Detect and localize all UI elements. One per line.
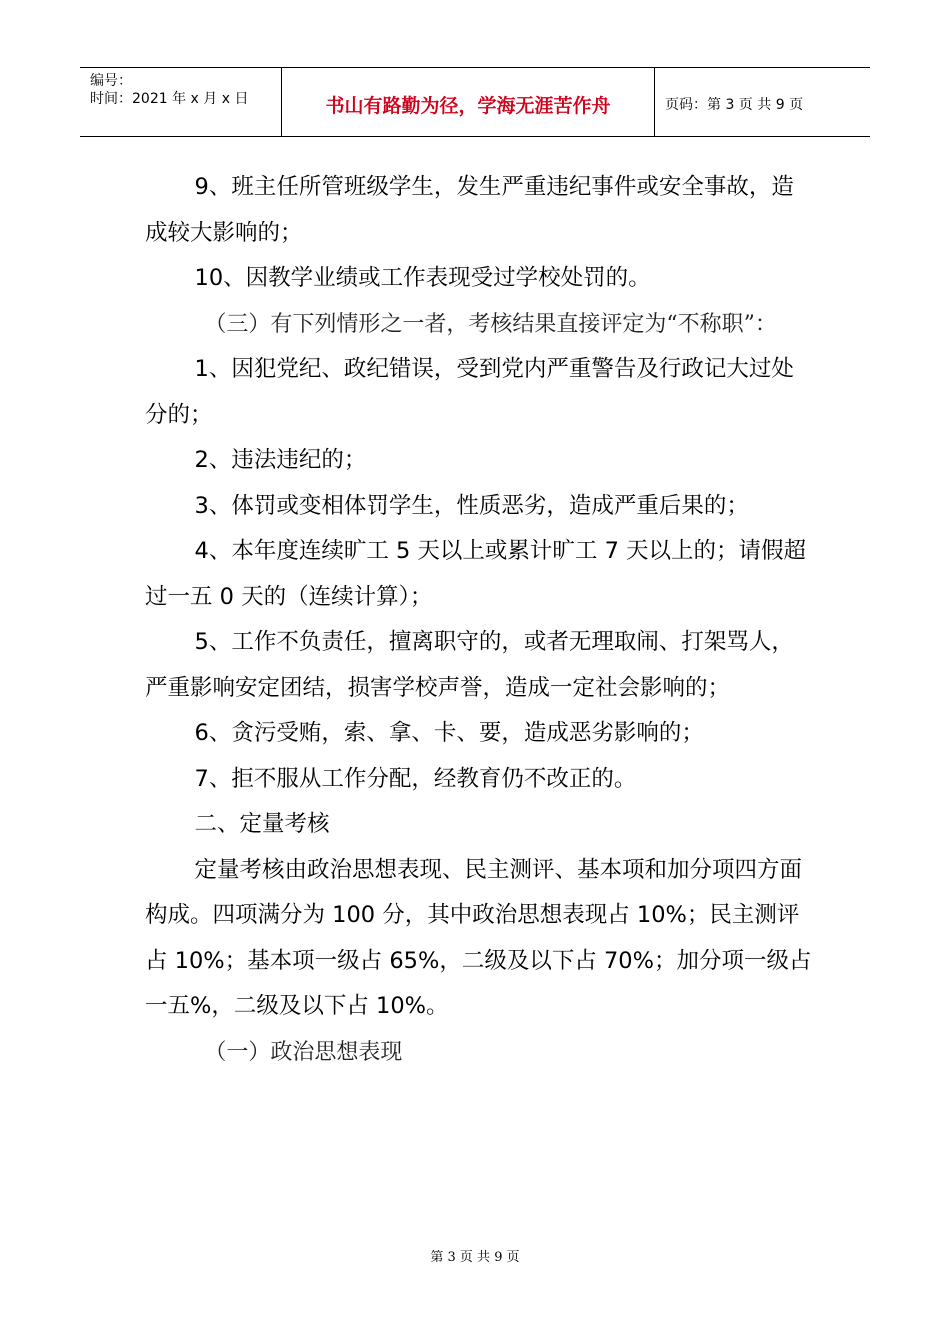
body-paragraph: 9、班主任所管班级学生，发生严重违纪事件或安全事故，造成较大影响的； bbox=[145, 174, 794, 246]
body-paragraph: 2、违法违纪的； bbox=[194, 447, 367, 473]
body-paragraph: 5、工作不负责任，擅离职守的，或者无理取闹、打架骂人，严重影响安定团结，损害学校声誉，造成一定社会影响的； bbox=[145, 629, 794, 701]
body-paragraph: 6、贪污受贿，索、拿、卡、要，造成恶劣影响的； bbox=[194, 720, 704, 746]
body-paragraph: 10、因教学业绩或工作表现受过学校处罚的。 bbox=[194, 265, 651, 291]
section-heading: （三）有下列情形之一者，考核结果直接评定为“不称职”： bbox=[204, 311, 777, 337]
header-page-info: 页码：第 3 页 共 9 页 bbox=[665, 97, 804, 113]
section-heading: 二、定量考核 bbox=[194, 811, 330, 837]
document-date-label: 时间：2021 年 x 月 x 日 bbox=[90, 91, 249, 107]
body-paragraph: 定量考核由政治思想表现、民主测评、基本项和加分项四方面构成。四项满分为 100 分，其中政治思想表现占 10%；民主测评占 10%；基本项一级占 65%，二级及以下占 70%；加分项一级占一五%，二级及以下占 10%。 bbox=[145, 856, 812, 1019]
body-paragraph: 4、本年度连续旷工 5 天以上或累计旷工 7 天以上的；请假超过一五 0 天的（连续计算）； bbox=[145, 538, 807, 610]
header-motto: 书山有路勤为径，学海无涯苦作舟 bbox=[282, 68, 655, 136]
header-table bbox=[80, 67, 870, 137]
body-paragraph: 1、因犯党纪、政纪错误，受到党内严重警告及行政记大过处分的； bbox=[145, 356, 794, 428]
document-number-label: 编号： bbox=[90, 73, 132, 89]
section-heading: （一）政治思想表现 bbox=[204, 1039, 403, 1065]
header-meta-cell bbox=[80, 68, 282, 136]
body-paragraph: 7、拒不服从工作分配，经教育仍不改正的。 bbox=[194, 765, 637, 792]
page-footer: 第 3 页 共 9 页 bbox=[430, 1250, 520, 1265]
document-body bbox=[145, 165, 815, 1075]
body-paragraph: 3、体罚或变相体罚学生，性质恶劣，造成严重后果的； bbox=[194, 492, 749, 519]
